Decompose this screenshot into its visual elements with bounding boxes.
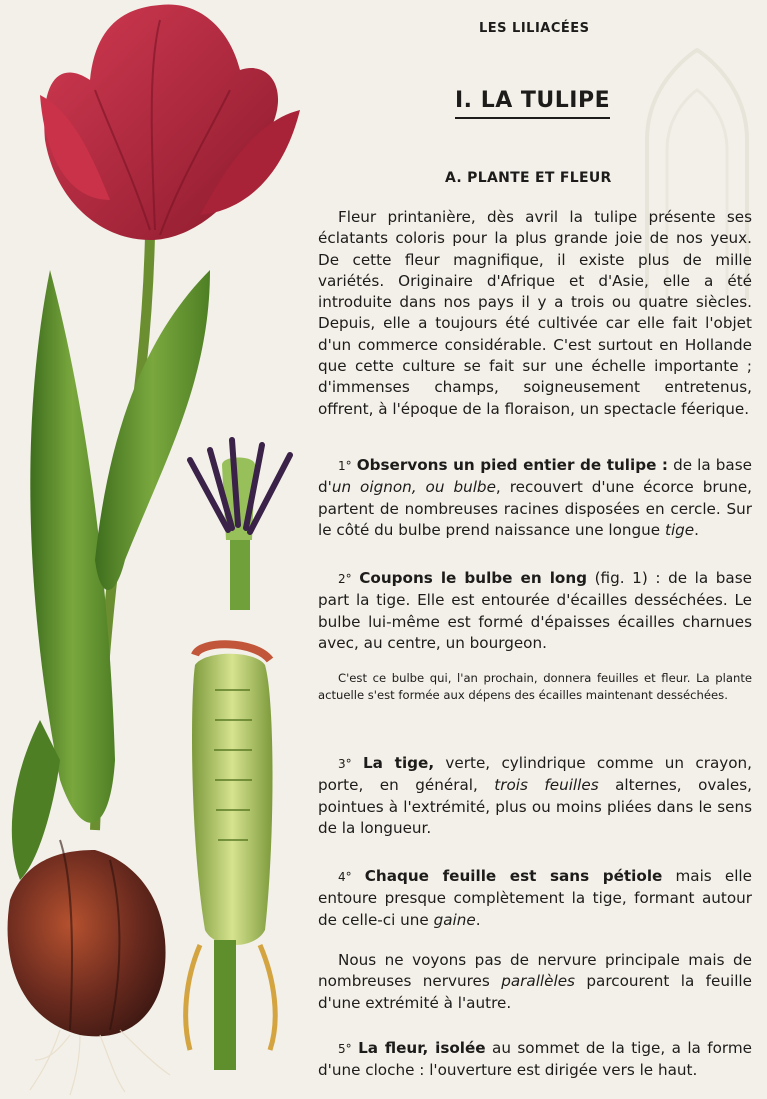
item-heading: Observons un pied entier de tulipe :	[356, 456, 668, 474]
intro-paragraph: Fleur printanière, dès avril la tulipe présente ses éclatants coloris pour la plus grande joie de nos yeux. De cette fleur magnifique, il existe plus de mille variétés. Originaire d'Afrique et d'Asie, elle a été introduite dans nos pays il y a trois ou quatre siècles. Depuis, elle a toujours été cultivée car elle fait l'objet d'un commerce considérable. C'est surtout en Hollande que cette culture se fait sur une échelle importante ; d'immenses champs, soigneusement entretenus, offrent, à l'époque de la floraison, un spectacle féerique.	[318, 208, 752, 418]
paragraph-1: 1° Observons un pied entier de tulipe : de la base d'un oignon, ou bulbe, recouvert d'une écorce brune, partent de nombreuses racines disposées en cercle. Sur le côté du bulbe prend naissance une longue tige.	[318, 456, 753, 539]
paragraph-5: 5° La fleur, isolée au sommet de la tige, a la forme d'une cloche : l'ouverture est dirigée vers le haut.	[318, 1039, 753, 1080]
section-subtitle: A. PLANTE ET FLEUR	[445, 170, 612, 186]
bulb	[8, 840, 170, 1095]
bulb-cross-section	[186, 644, 276, 1070]
tulip-flower	[40, 4, 300, 240]
leaf-lower	[12, 720, 60, 880]
item-number: 1°	[338, 459, 352, 473]
item-heading: Coupons le bulbe en long	[359, 569, 588, 587]
tulip-illustration	[0, 0, 310, 1099]
leaf-right	[95, 270, 210, 590]
item-heading: La fleur, isolée	[358, 1039, 486, 1057]
item-number: 2°	[338, 572, 352, 586]
section-header: LES LILIACÉES	[479, 21, 590, 36]
item-number: 5°	[338, 1042, 352, 1056]
paragraph-4: 4° Chaque feuille est sans pétiole mais elle entoure presque complètement la tige, formant autour de celle-ci une gaine.	[318, 867, 752, 929]
page-title: I. LA TULIPE	[455, 88, 610, 119]
paragraph-3: 3° La tige, verte, cylindrique comme un crayon, porte, en général, trois feuilles alternes, ovales, pointues à l'extrémité, plus ou moins pliées dans le sens de la longueur.	[318, 754, 753, 837]
item-heading: La tige,	[362, 754, 435, 772]
note-paragraph: C'est ce bulbe qui, l'an prochain, donnera feuilles et fleur. La plante actuelle s'est formée aux dépens des écailles maintenant desséchées.	[318, 671, 752, 702]
paragraph-veins: Nous ne voyons pas de nervure principale mais de nombreuses nervures parallèles parcourent la feuille d'une extrémité à l'autre.	[318, 951, 752, 1012]
pistil-stamens	[190, 440, 290, 610]
item-number: 4°	[338, 870, 352, 884]
item-heading: Chaque feuille est sans pétiole	[364, 867, 663, 885]
paragraph-2: 2° Coupons le bulbe en long (fig. 1) : de la base part la tige. Elle est entourée d'écailles desséchées. Le bulbe lui-même est formé d'épaisses écailles charnues avec, au centre, un bourgeon.	[318, 569, 752, 652]
item-number: 3°	[338, 757, 352, 771]
